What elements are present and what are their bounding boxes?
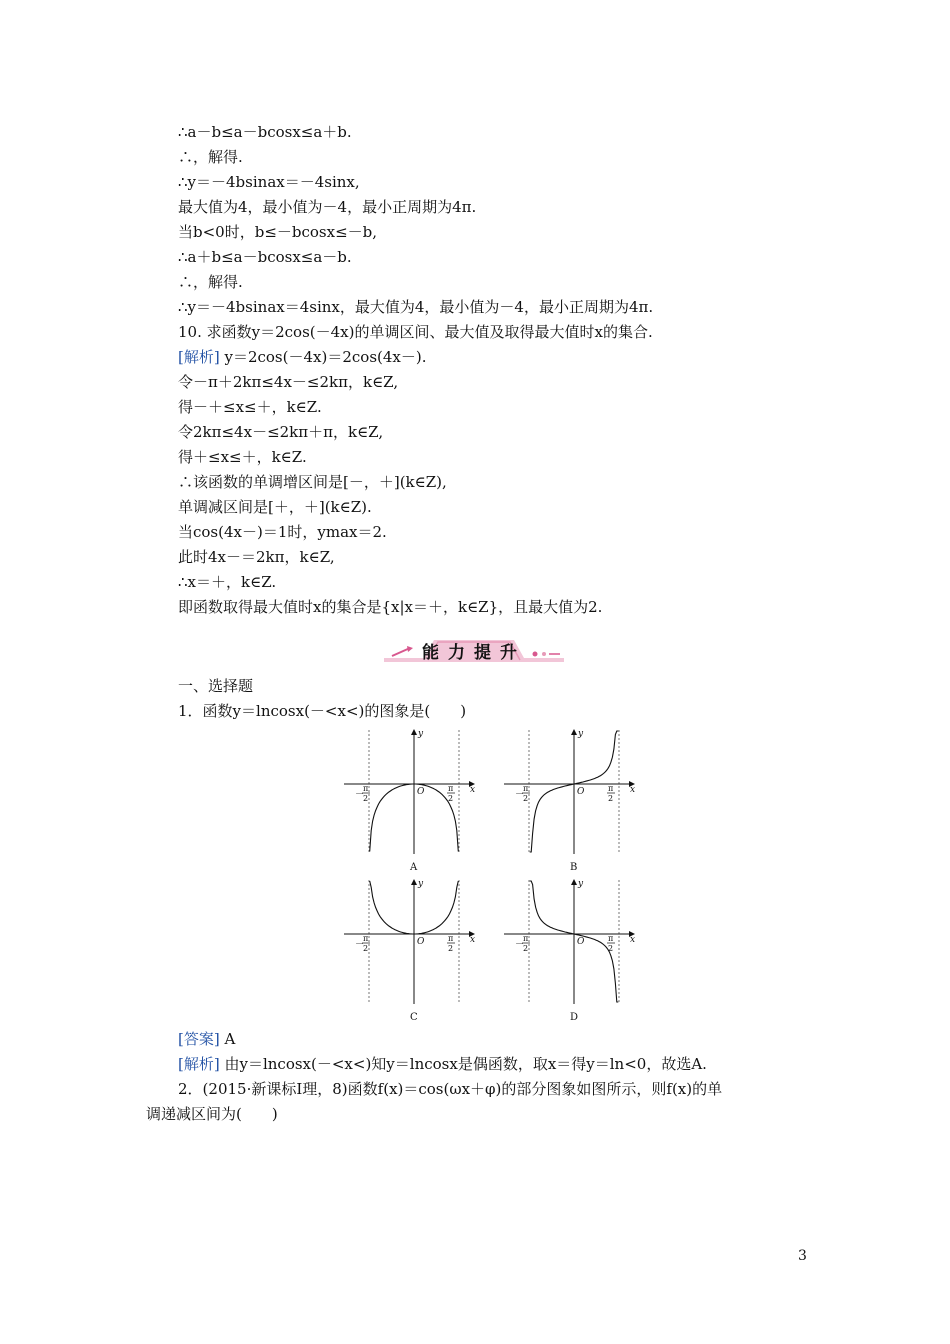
- graph-panel-a: [344, 729, 475, 873]
- text-line: ∴y＝－4bsinax＝4sinx，最大值为4，最小值为－4，最小正周期为4π.: [178, 298, 654, 316]
- question-10: 10. 求函数y＝2cos(－4x)的单调区间、最大值及取得最大值时x的集合.: [178, 323, 653, 341]
- x-axis-label: x: [470, 785, 476, 795]
- answer-tag: [答案]: [178, 1030, 220, 1048]
- y-axis-label: y: [418, 879, 424, 889]
- minus-sign: －: [515, 790, 525, 800]
- x-axis-label: x: [630, 935, 636, 945]
- question-1: 1．函数y＝lncosx(－<x<)的图象是( ): [178, 702, 467, 720]
- two-label: 2: [363, 944, 369, 953]
- answer-text: A: [219, 1030, 236, 1048]
- two-label: 2: [363, 794, 369, 803]
- graph-panel-b: [504, 729, 635, 873]
- pi-label: π: [523, 934, 529, 943]
- analysis-line-q1: [178, 1054, 707, 1074]
- origin-label: O: [577, 937, 585, 947]
- two-label: 2: [523, 944, 529, 953]
- analysis-line: [178, 347, 427, 367]
- origin-label: O: [417, 937, 425, 947]
- y-axis-label: y: [578, 879, 584, 889]
- step-line: 此时4x－＝2kπ，k∈Z,: [178, 548, 335, 566]
- pi-label: π: [448, 934, 454, 943]
- origin-label: O: [417, 787, 425, 797]
- minus-sign: －: [515, 940, 525, 950]
- banner-title: 能力提升: [422, 643, 526, 663]
- minus-sign: －: [355, 940, 365, 950]
- option-label: D: [570, 1012, 579, 1023]
- pi-label: π: [363, 934, 369, 943]
- pi-label: π: [608, 784, 614, 793]
- y-axis-label: y: [418, 729, 424, 739]
- graph-panel-c: [344, 879, 475, 1023]
- text-line: 最大值为4，最小值为－4，最小正周期为4π.: [178, 198, 477, 216]
- two-label: 2: [523, 794, 529, 803]
- page-number: 3: [798, 1248, 807, 1264]
- step-line: 得－＋≤x≤＋，k∈Z.: [178, 398, 322, 416]
- option-label: C: [410, 1012, 418, 1023]
- two-label: 2: [448, 944, 454, 953]
- text-line: ∴，解得.: [178, 148, 243, 166]
- graph-panel-d: [504, 879, 635, 1023]
- option-graphs-figure: [340, 728, 640, 1024]
- x-axis-label: x: [470, 935, 476, 945]
- minus-sign: －: [355, 790, 365, 800]
- text-line: ∴a－b≤a－bcosx≤a＋b.: [178, 123, 352, 141]
- step-line: 单调减区间是[＋，＋](k∈Z).: [178, 498, 372, 516]
- pi-label: π: [448, 784, 454, 793]
- step-line: 得＋≤x≤＋，k∈Z.: [178, 448, 307, 466]
- step-line: 当cos(4x－)＝1时，ymax＝2.: [178, 523, 387, 541]
- step-line: 令2kπ≤4x－≤2kπ＋π，k∈Z,: [178, 423, 384, 441]
- text-line: ∴a＋b≤a－bcosx≤a－b.: [178, 248, 352, 266]
- section-heading: 一、选择题: [178, 677, 254, 695]
- option-label: B: [570, 862, 578, 873]
- x-axis-label: x: [630, 785, 636, 795]
- question-2-line-2: 调递减区间为( ): [146, 1105, 278, 1123]
- analysis-text: 由y＝lncosx(－<x<)知y＝lncosx是偶函数，取x＝得y＝ln<0，故选A.: [219, 1055, 707, 1073]
- pi-label: π: [608, 934, 614, 943]
- text-line: ∴y＝－4bsinax＝－4sinx,: [178, 173, 360, 191]
- section-banner: [384, 636, 564, 664]
- step-line: ∴x＝＋，k∈Z.: [178, 573, 277, 591]
- origin-label: O: [577, 787, 585, 797]
- text-line: 当b<0时，b≤－bcosx≤－b,: [178, 223, 378, 241]
- pi-label: π: [363, 784, 369, 793]
- graphs-root: [344, 729, 635, 1023]
- two-label: 2: [608, 944, 614, 953]
- answer-line: [178, 1029, 235, 1049]
- two-label: 2: [608, 794, 614, 803]
- graph-options: [340, 728, 640, 1028]
- step-line: 令－π＋2kπ≤4x－≤2kπ，k∈Z,: [178, 373, 399, 391]
- analysis-tag: [解析]: [178, 1055, 220, 1073]
- analysis-tag: [解析]: [178, 348, 220, 366]
- pi-label: π: [523, 784, 529, 793]
- question-2-line-1: 2．(2015·新课标Ⅰ理，8)函数f(x)＝cos(ωx＋φ)的部分图象如图所示，则f(x)的单: [178, 1080, 723, 1098]
- two-label: 2: [448, 794, 454, 803]
- option-label: A: [410, 862, 418, 873]
- step-line: 即函数取得最大值时x的集合是{x|x＝＋，k∈Z}，且最大值为2.: [178, 598, 603, 616]
- y-axis-label: y: [578, 729, 584, 739]
- analysis-text: y＝2cos(－4x)＝2cos(4x－).: [219, 348, 427, 366]
- step-line: ∴该函数的单调增区间是[－，＋](k∈Z),: [178, 473, 447, 491]
- text-line: ∴，解得.: [178, 273, 243, 291]
